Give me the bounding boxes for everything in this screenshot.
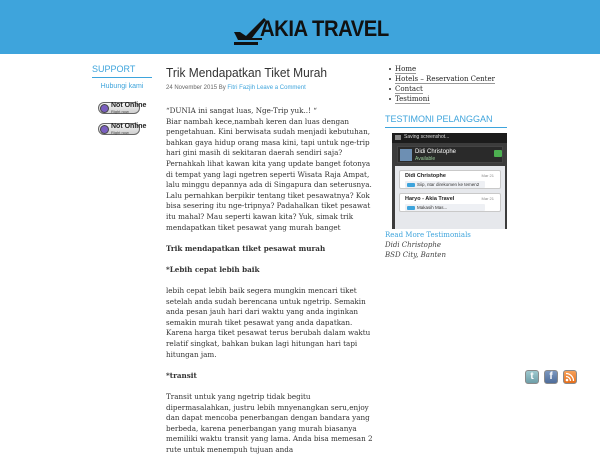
sticker-icon [407, 183, 415, 187]
chat-message-card [399, 170, 501, 189]
rss-icon[interactable] [563, 370, 577, 384]
logo-text: AKIA TRAVEL [260, 16, 389, 41]
contact-header [397, 146, 503, 163]
nav-item-contact[interactable] [395, 84, 507, 94]
post-subheading: Trik mendapatkan tiket pesawat murah [166, 243, 326, 253]
chat-text: Makasih Mas... [417, 204, 448, 210]
site-logo[interactable] [232, 12, 389, 46]
messenger-status-label: Not Online [111, 102, 147, 109]
chat-date: Mar 21 [481, 196, 494, 201]
post-quote: “DUNIA ini sangat luas, Nge-Trip yuk..! “ [166, 106, 317, 115]
contact-name: Didi Christophe [415, 149, 457, 155]
chat-sender: Didi Christophe [405, 173, 446, 179]
right-sidebar [385, 64, 507, 259]
nav-item-home[interactable] [395, 64, 507, 74]
messenger-status-label: Not Online [111, 123, 147, 130]
site-header [0, 0, 600, 54]
chat-sender: Haryo - Akia Travel [405, 196, 455, 202]
contact-status: Available [415, 156, 436, 162]
facebook-icon[interactable]: f [544, 370, 558, 384]
nav-item-label: Contact [395, 85, 423, 93]
leave-comment-link[interactable]: Leave a Comment [256, 85, 306, 91]
nav-item-hotels[interactable] [395, 74, 507, 84]
read-more-testimonials-link[interactable]: Read More Testimonials [385, 231, 471, 239]
nav-item-testimoni[interactable] [395, 94, 507, 104]
testimonial-screenshot [392, 133, 507, 229]
twitter-icon[interactable]: t [525, 370, 539, 384]
sticker-icon [407, 206, 415, 210]
chat-panel [395, 166, 505, 229]
phone-status-bar [392, 133, 507, 143]
chat-bubble [405, 204, 485, 211]
post-meta [166, 85, 376, 91]
post-title[interactable]: Trik Mendapatkan Tiket Murah [166, 65, 328, 80]
post-date: 24 November 2015 [166, 85, 218, 91]
chat-app-icon [494, 150, 502, 157]
nav-item-label: Home [395, 65, 417, 73]
post-article [166, 64, 376, 466]
post-subheading: *Lebih cepat lebih baik [166, 264, 260, 274]
messenger-status-sublabel: Right now [111, 109, 129, 114]
chat-date: Mar 21 [481, 173, 494, 178]
support-subtitle: Hubungi kami [100, 83, 144, 90]
post-paragraph: Transit untuk yang ngetrip tidak begitu dipermasalahkan, justru lebih mnyenangkan seru,enjoy dan dapat mencoba penerbangan dengan bandara yang berbeda, karena penerbangan yang murah biasanya memiliki waktu transit yang lama. Anda bisa memesan 2 rute untuk menempuh tujuan anda [166, 392, 373, 454]
nav-item-label: Testimoni [395, 95, 430, 103]
post-subheading: *transit [166, 370, 197, 380]
messenger-status-sublabel: Right now [111, 130, 129, 135]
post-body [166, 106, 376, 456]
messenger-status-badge[interactable] [98, 123, 147, 135]
screenshot-icon [395, 135, 401, 140]
post-paragraph [166, 106, 376, 233]
phone-status-text: Saving screenshot... [404, 134, 450, 140]
nav-item-label: Hotels – Reservation Center [395, 75, 495, 83]
messenger-status-badge[interactable] [98, 102, 147, 114]
post-by: By [218, 85, 226, 91]
chat-text: Siip, ntar direkomen ke temen2 [417, 181, 480, 187]
support-title: SUPPORT [92, 64, 152, 78]
sidebar-nav [385, 64, 507, 104]
post-paragraph: lebih cepat lebih baik segera mungkin mencari tiket setelah anda sudah berencana untuk ngetrip. Semakin anda pesan jauh hari dari waktu yang anda inginkan semakin murah tiket pesawat yang anda dapatkan. Karena harga tiket pesawat terus berubah dalam waktu relatif singkat, bahkan bukan lagi hitungan hari tapi hitungan jam. [166, 286, 371, 359]
chat-bubble [405, 181, 485, 188]
post-intro: Biar nambah kece,nambah keren dan luas dengan pengetahuan. Kini berwisata sudah menjadi kebutuhan, bahkan gaya hidup orang masa kini, tapi untuk nge-trip hari gini masih di sekitaran daerah sendiri saja? Pernahkah lihat kawan kita yang update banget fotonya di tempat yang lagi ngetren seperti Wisata Raja Ampat, lalu minggu depannya ada di Singapura dan seterusnya. Lalu pernahkan berpikir tentang tiket pesawatnya? Kok bisa sesering itu nge-tripnya? Padahalkan tiket pesawat itu mahal? Mau seperti kawan kita? Yuk, simak trik mendapatkan tiket pesawat yang murah banget [166, 116, 372, 232]
testimonial-author: Didi Christophe [385, 241, 441, 249]
support-widget [92, 64, 152, 135]
post-author-link[interactable]: Fitri Fazjih [227, 85, 256, 91]
testimonial-title: TESTIMONI PELANGGAN [385, 114, 507, 128]
avatar [400, 149, 412, 161]
testimonial-city: BSD City, Banten [385, 251, 446, 259]
social-links [525, 370, 580, 385]
chat-message-card [399, 193, 501, 212]
messenger-face-icon [100, 104, 109, 113]
messenger-face-icon [100, 125, 109, 134]
